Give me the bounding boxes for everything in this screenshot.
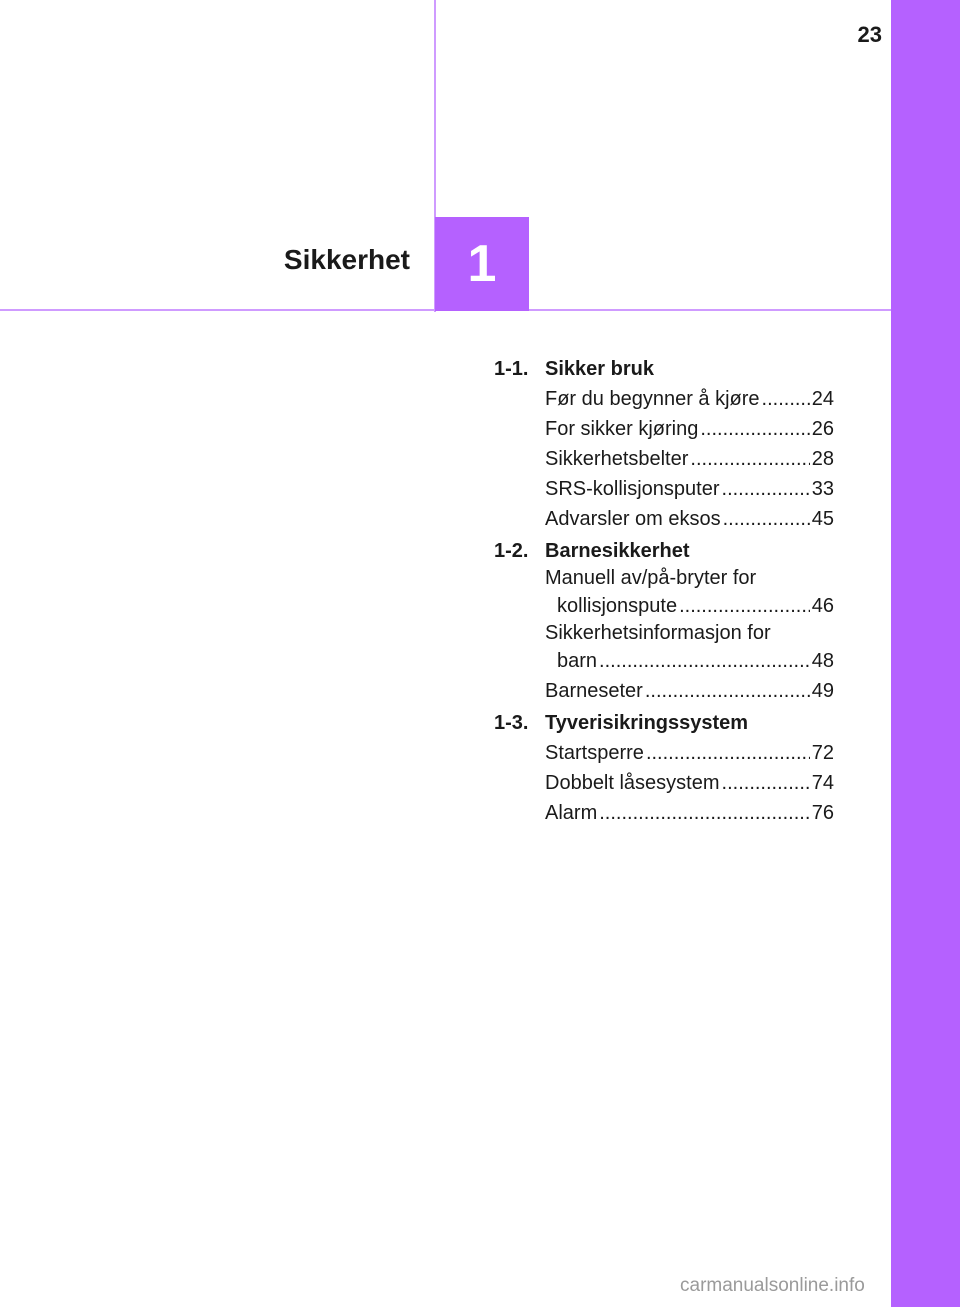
toc-entry-label-line1: Manuell av/på-bryter for — [545, 567, 757, 589]
leader-dots — [723, 504, 810, 534]
toc-entry-page: 49 — [811, 680, 834, 702]
toc-entry-page: 33 — [811, 478, 834, 500]
toc-entry-label: Dobbelt låsesystem — [545, 772, 720, 794]
section-number: 1-2. — [494, 540, 529, 562]
toc-entry-label: Advarsler om eksos — [545, 508, 721, 530]
toc-entry[interactable] — [545, 504, 834, 534]
toc-entry-label: Alarm — [545, 802, 598, 824]
toc-entry[interactable] — [545, 384, 834, 414]
leader-dots — [762, 384, 810, 414]
section-number: 1-1. — [494, 358, 529, 380]
chapter-title: Sikkerhet — [283, 244, 410, 275]
table-of-contents — [494, 352, 834, 828]
toc-entry-page: 76 — [811, 802, 834, 824]
page-number: 23 — [857, 22, 882, 47]
leader-dots — [679, 591, 810, 621]
toc-entry-label-line2: barn — [557, 650, 598, 672]
toc-entry-page: 24 — [811, 388, 834, 410]
leader-dots — [599, 646, 810, 676]
toc-entry[interactable] — [545, 676, 834, 706]
toc-entry-page: 26 — [811, 418, 834, 440]
leader-dots — [645, 676, 810, 706]
leader-dots — [700, 414, 809, 444]
section-title: Tyverisikringssystem — [545, 712, 749, 734]
leader-dots — [599, 798, 810, 828]
toc-entry-label: Startsperre — [545, 742, 644, 764]
toc-entry-label: For sikker kjøring — [545, 418, 699, 440]
section-heading[interactable] — [494, 536, 834, 566]
toc-entry[interactable] — [545, 768, 834, 798]
section-heading[interactable] — [494, 354, 834, 384]
watermark: carmanualsonline.info — [680, 1275, 865, 1296]
toc-entry[interactable] — [545, 738, 834, 768]
toc-entry-page: 28 — [811, 448, 834, 470]
toc-entry-label: SRS-kollisjonsputer — [545, 478, 720, 500]
toc-entry-label: Før du begynner å kjøre — [545, 388, 760, 410]
toc-entry[interactable] — [545, 474, 834, 504]
leader-dots — [722, 474, 810, 504]
toc-entry-page: 74 — [811, 772, 834, 794]
section-heading[interactable] — [494, 708, 834, 738]
toc-entry-page: 48 — [811, 650, 834, 672]
leader-dots — [690, 444, 809, 474]
section-number: 1-3. — [494, 712, 529, 734]
toc-entry[interactable] — [545, 414, 834, 444]
toc-entry[interactable] — [545, 621, 834, 676]
section-title: Barnesikkerhet — [545, 540, 690, 562]
toc-entry[interactable] — [545, 444, 834, 474]
toc-entry-page: 45 — [811, 508, 834, 530]
leader-dots — [722, 768, 810, 798]
chapter-number: 1 — [467, 235, 497, 293]
toc-entry-page: 72 — [811, 742, 834, 764]
toc-entry-label: Barneseter — [545, 680, 643, 702]
toc-entry-label-line2: kollisjonspute — [557, 595, 678, 617]
chapter-side-tab — [891, 0, 960, 1307]
toc-entry[interactable] — [545, 798, 834, 828]
toc-entry-page: 46 — [811, 595, 834, 617]
chapter-number-box — [435, 217, 529, 311]
toc-entry-label-line1: Sikkerhetsinformasjon for — [545, 622, 771, 644]
section-title: Sikker bruk — [545, 358, 654, 380]
toc-entry-label: Sikkerhetsbelter — [545, 448, 689, 470]
toc-entry[interactable] — [545, 566, 834, 621]
leader-dots — [646, 738, 810, 768]
